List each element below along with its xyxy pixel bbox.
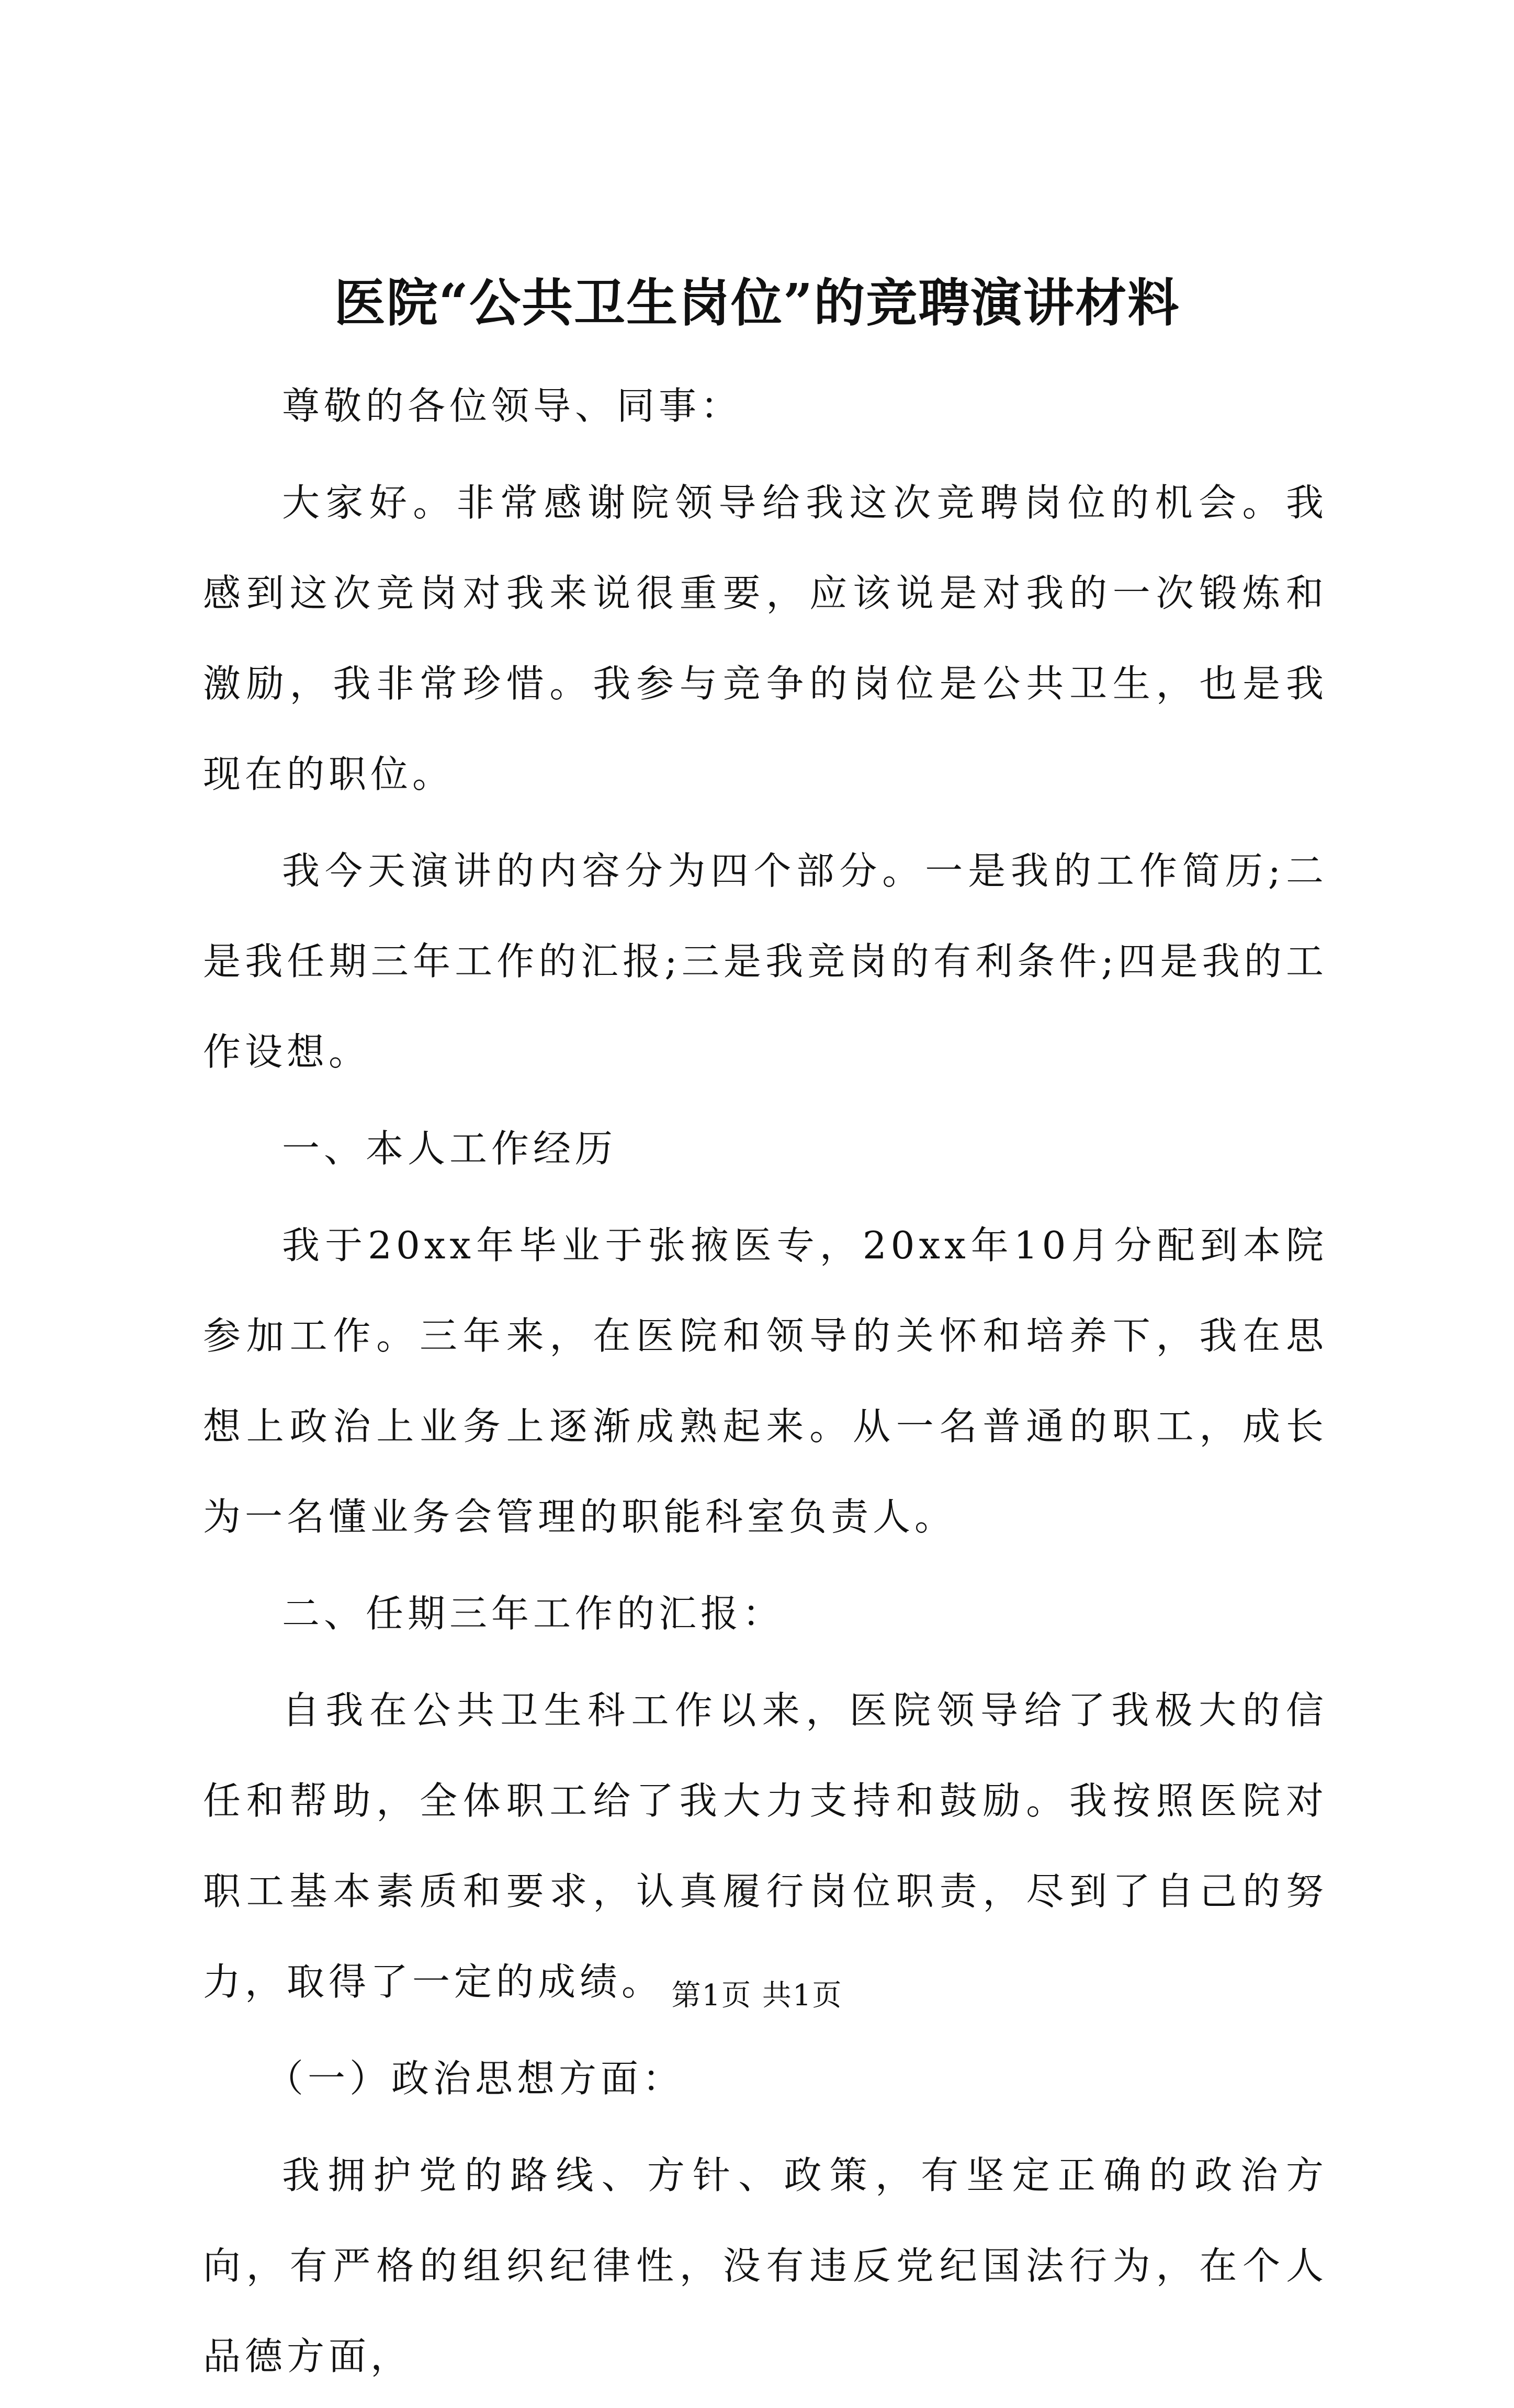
paragraph-report: 自我在公共卫生科工作以来，医院领导给了我极大的信任和帮助，全体职工给了我大力支持和鼓励。我按照医院对职工基本素质和要求，认真履行岗位职责，尽到了自己的努力，取得了一定的成绩。 [203,1688,1328,2004]
paragraph-outline: 我今天演讲的内容分为四个部分。一是我的工作简历;二是我任期三年工作的汇报;三是我竞岗的有利条件;四是我的工作设想。 [203,849,1328,1074]
page-footer: 第1页 共1页 [671,1979,843,2013]
subsection-heading-political: （一）政治思想方面： [266,2057,685,2100]
section-heading-report: 二、任期三年工作的汇报： [282,1592,785,1635]
paragraph-salutation: 尊敬的各位领导、同事： [282,384,743,428]
paragraph-experience: 我于20xx年毕业于张掖医专，20xx年10月分配到本院参加工作。三年来，在医院和领导的关怀和培养下，我在思想上政治上业务上逐渐成熟起来。从一名普通的职工，成长为一名懂业务会管理的职能科室负责人。 [203,1223,1328,1539]
document-body [203,361,1328,2408]
paragraph-greeting: 大家好。非常感谢院领导给我这次竞聘岗位的机会。我感到这次竞岗对我来说很重要，应该说是对我的一次锻炼和激励，我非常珍惜。我参与竞争的岗位是公共卫生，也是我现在的职位。 [203,481,1328,796]
section-heading-experience: 一、本人工作经历 [282,1127,617,1171]
paragraph-political: 我拥护党的路线、方针、政策，有坚定正确的政治方向，有严格的组织纪律性，没有违反党纪国法行为，在个人品德方面， [203,2153,1328,2378]
document-title: 医院“公共卫生岗位”的竞聘演讲材料 [334,273,1180,333]
